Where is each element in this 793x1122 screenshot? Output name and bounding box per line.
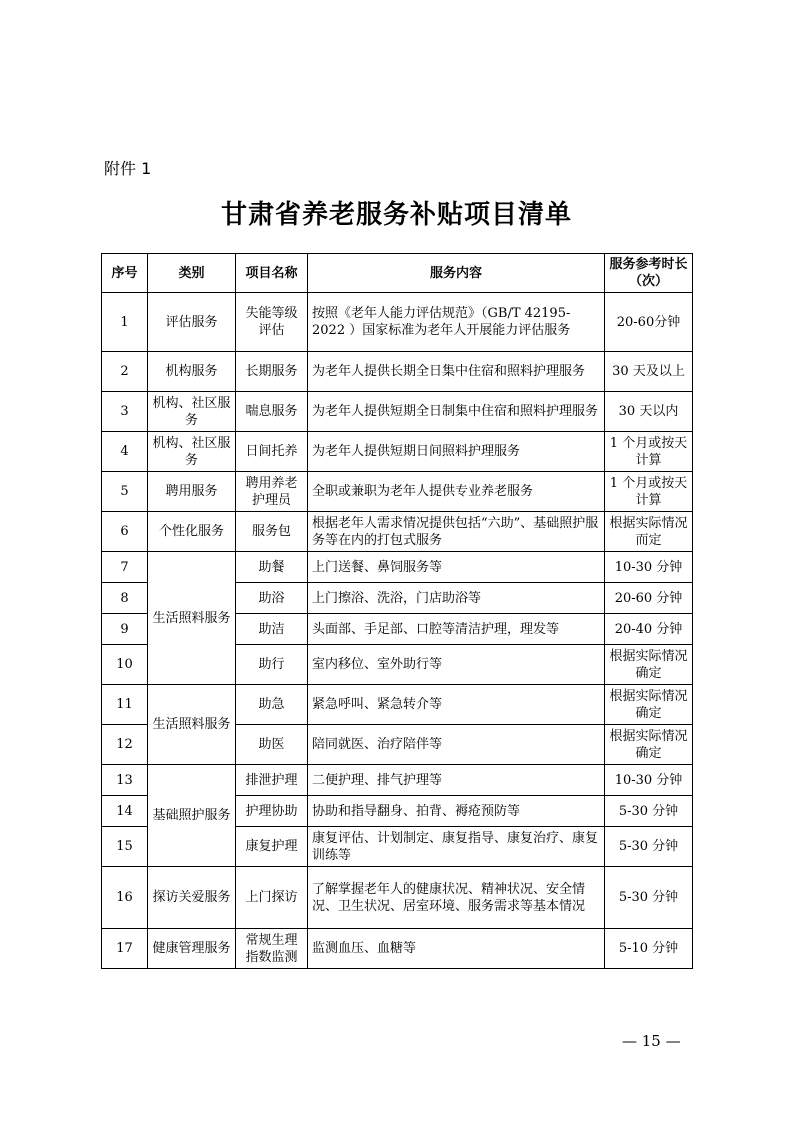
cell-content: 根据老年人需求情况提供包括“六助”、基础照护服务等在内的打包式服务: [308, 512, 605, 552]
cell-seq: 3: [102, 392, 148, 432]
cell-item: 喘息服务: [236, 392, 308, 432]
subsidy-items-table: [101, 253, 693, 969]
cell-category: 评估服务: [148, 293, 236, 352]
cell-content: 陪同就医、治疗陪伴等: [308, 725, 605, 765]
header-seq: 序号: [102, 254, 148, 293]
cell-seq: 17: [102, 929, 148, 969]
header-duration: 服务参考时长（次）: [605, 254, 693, 293]
cell-item: 长期服务: [236, 352, 308, 392]
cell-item: 助行: [236, 645, 308, 685]
cell-duration: 5-30 分钟: [605, 867, 693, 929]
cell-content: 上门擦浴、洗浴，门店助浴等: [308, 583, 605, 614]
cell-content: 为老年人提供短期全日制集中住宿和照料护理服务: [308, 392, 605, 432]
cell-duration: 10-30 分钟: [605, 765, 693, 796]
cell-item: 排泄护理: [236, 765, 308, 796]
cell-seq: 11: [102, 685, 148, 725]
cell-seq: 1: [102, 293, 148, 352]
cell-seq: 4: [102, 432, 148, 472]
cell-seq: 10: [102, 645, 148, 685]
cell-category: 生活照料服务: [148, 552, 236, 685]
cell-item: 助餐: [236, 552, 308, 583]
table-row: [102, 552, 693, 583]
cell-item: 助洁: [236, 614, 308, 645]
cell-content: 为老年人提供短期日间照料护理服务: [308, 432, 605, 472]
cell-item: 日间托养: [236, 432, 308, 472]
cell-duration: 5-30 分钟: [605, 796, 693, 827]
cell-item: 上门探访: [236, 867, 308, 929]
cell-seq: 9: [102, 614, 148, 645]
cell-content: 了解掌握老年人的健康状况、精神状况、安全情况、卫生状况、居室环境、服务需求等基本情况: [308, 867, 605, 929]
cell-duration: 30 天以内: [605, 392, 693, 432]
cell-content: 为老年人提供长期全日集中住宿和照料护理服务: [308, 352, 605, 392]
table-row: [102, 929, 693, 969]
cell-item: 助急: [236, 685, 308, 725]
cell-duration: 20-60 分钟: [605, 583, 693, 614]
cell-item: 聘用养老护理员: [236, 472, 308, 512]
cell-item: 护理协助: [236, 796, 308, 827]
cell-duration: 5-30 分钟: [605, 827, 693, 867]
cell-item: 常规生理指数监测: [236, 929, 308, 969]
table-row: [102, 472, 693, 512]
cell-duration: 根据实际情况确定: [605, 645, 693, 685]
cell-category: 机构、社区服务: [148, 392, 236, 432]
header-content: 服务内容: [308, 254, 605, 293]
table-row: [102, 685, 693, 725]
cell-category: 健康管理服务: [148, 929, 236, 969]
attachment-label: 附件 1: [104, 159, 152, 178]
page-number: — 15 —: [622, 1032, 681, 1050]
cell-duration: 20-40 分钟: [605, 614, 693, 645]
cell-content: 监测血压、血糖等: [308, 929, 605, 969]
cell-duration: 1 个月或按天计算: [605, 472, 693, 512]
cell-content: 全职或兼职为老年人提供专业养老服务: [308, 472, 605, 512]
cell-item: 失能等级评估: [236, 293, 308, 352]
cell-seq: 16: [102, 867, 148, 929]
page-title: 甘肃省养老服务补贴项目清单: [220, 200, 572, 230]
cell-category: 探访关爱服务: [148, 867, 236, 929]
table-row: [102, 352, 693, 392]
table-row: [102, 392, 693, 432]
cell-category: 生活照料服务: [148, 685, 236, 765]
cell-seq: 12: [102, 725, 148, 765]
cell-duration: 1 个月或按天计算: [605, 432, 693, 472]
cell-duration: 20-60分钟: [605, 293, 693, 352]
cell-seq: 7: [102, 552, 148, 583]
cell-duration: 根据实际情况确定: [605, 725, 693, 765]
table-row: [102, 293, 693, 352]
header-item: 项目名称: [236, 254, 308, 293]
cell-category: 个性化服务: [148, 512, 236, 552]
cell-seq: 14: [102, 796, 148, 827]
cell-content: 协助和指导翻身、拍背、褥疮预防等: [308, 796, 605, 827]
cell-content: 按照《老年人能力评估规范》（GB/T 42195-2022 ）国家标准为老年人开展能力评估服务: [308, 293, 605, 352]
cell-seq: 13: [102, 765, 148, 796]
cell-item: 服务包: [236, 512, 308, 552]
cell-category: 聘用服务: [148, 472, 236, 512]
cell-duration: 根据实际情况确定: [605, 685, 693, 725]
header-category: 类别: [148, 254, 236, 293]
cell-category: 机构服务: [148, 352, 236, 392]
cell-item: 助浴: [236, 583, 308, 614]
table-row: [102, 432, 693, 472]
cell-seq: 6: [102, 512, 148, 552]
cell-item: 康复护理: [236, 827, 308, 867]
cell-duration: 10-30 分钟: [605, 552, 693, 583]
cell-content: 二便护理、排气护理等: [308, 765, 605, 796]
table-row: [102, 867, 693, 929]
cell-duration: 30 天及以上: [605, 352, 693, 392]
cell-seq: 2: [102, 352, 148, 392]
cell-item: 助医: [236, 725, 308, 765]
cell-seq: 5: [102, 472, 148, 512]
cell-content: 上门送餐、鼻饲服务等: [308, 552, 605, 583]
cell-category: 基础照护服务: [148, 765, 236, 867]
table-header-row: [102, 254, 693, 293]
table-row: [102, 765, 693, 796]
table-row: [102, 512, 693, 552]
cell-content: 室内移位、室外助行等: [308, 645, 605, 685]
cell-seq: 8: [102, 583, 148, 614]
cell-content: 紧急呼叫、紧急转介等: [308, 685, 605, 725]
cell-duration: 5-10 分钟: [605, 929, 693, 969]
cell-seq: 15: [102, 827, 148, 867]
cell-content: 康复评估、计划制定、康复指导、康复治疗、康复训练等: [308, 827, 605, 867]
cell-duration: 根据实际情况而定: [605, 512, 693, 552]
cell-content: 头面部、手足部、口腔等清洁护理，理发等: [308, 614, 605, 645]
cell-category: 机构、社区服务: [148, 432, 236, 472]
